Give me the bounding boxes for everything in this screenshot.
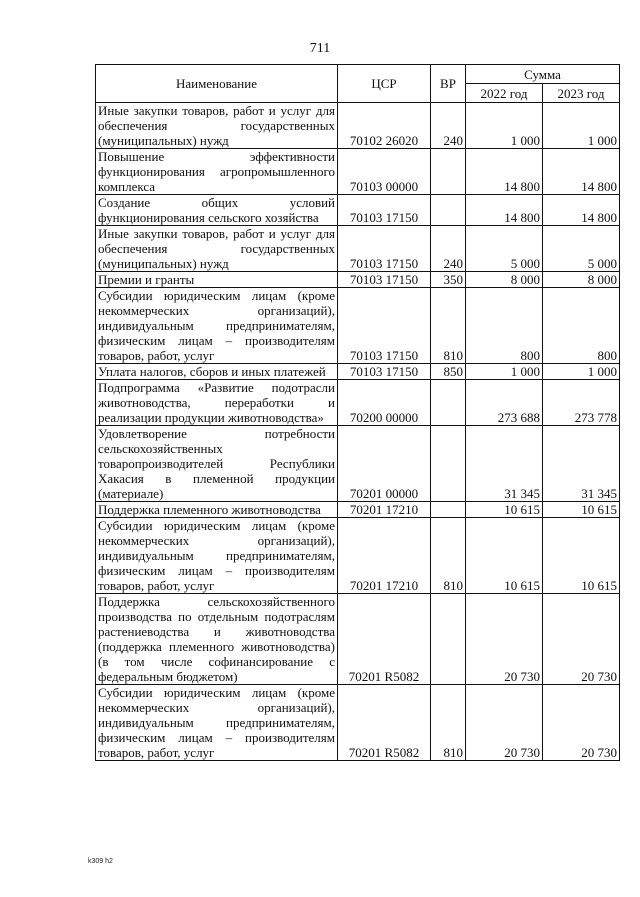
row-vr: 810 — [431, 685, 466, 761]
row-vr: 240 — [431, 103, 466, 149]
row-amount-2022: 10 615 — [466, 502, 543, 518]
row-name: Субсидии юридическим лицам (кроме некоммерческих организаций), индивидуальным предпринимателям, физическим лицам – производителям товаров, работ, услуг — [96, 288, 338, 364]
table-row — [96, 594, 620, 685]
row-name: Поддержка племенного животноводства — [96, 502, 338, 518]
row-name: Субсидии юридическим лицам (кроме некоммерческих организаций), индивидуальным предпринимателям, физическим лицам – производителям товаров, работ, услуг — [96, 518, 338, 594]
row-csr: 70201 17210 — [338, 518, 431, 594]
header-sum: Сумма — [466, 65, 620, 84]
row-amount-2023: 31 345 — [543, 426, 620, 502]
row-amount-2022: 800 — [466, 288, 543, 364]
row-amount-2022: 5 000 — [466, 226, 543, 272]
row-csr: 70102 26020 — [338, 103, 431, 149]
table-row — [96, 518, 620, 594]
row-amount-2022: 20 730 — [466, 685, 543, 761]
row-name: Субсидии юридическим лицам (кроме некоммерческих организаций), индивидуальным предпринимателям, физическим лицам – производителям товаров, работ, услуг — [96, 685, 338, 761]
row-csr: 70103 17150 — [338, 226, 431, 272]
table-row — [96, 426, 620, 502]
table-row — [96, 103, 620, 149]
row-amount-2023: 1 000 — [543, 364, 620, 380]
row-amount-2023: 273 778 — [543, 380, 620, 426]
budget-table — [95, 64, 620, 761]
row-amount-2023: 20 730 — [543, 685, 620, 761]
table-row — [96, 195, 620, 226]
row-vr — [431, 380, 466, 426]
row-name: Повышение эффективности функционирования агропромышленного комплекса — [96, 149, 338, 195]
row-csr: 70103 17150 — [338, 364, 431, 380]
row-vr — [431, 594, 466, 685]
row-amount-2023: 5 000 — [543, 226, 620, 272]
table-row — [96, 502, 620, 518]
row-vr — [431, 502, 466, 518]
header-vr: ВР — [431, 65, 466, 103]
row-csr: 70103 17150 — [338, 272, 431, 288]
row-csr: 70201 17210 — [338, 502, 431, 518]
row-amount-2023: 8 000 — [543, 272, 620, 288]
row-amount-2022: 1 000 — [466, 103, 543, 149]
row-amount-2022: 20 730 — [466, 594, 543, 685]
table-row — [96, 380, 620, 426]
row-amount-2022: 1 000 — [466, 364, 543, 380]
row-name: Поддержка сельскохозяйственного производства по отдельным подотраслям растениеводства и животноводства (поддержка племенного животноводства) (в том числе софинансирование с федеральным бюджетом) — [96, 594, 338, 685]
table-body — [96, 103, 620, 761]
row-name: Создание общих условий функционирования сельского хозяйства — [96, 195, 338, 226]
row-amount-2022: 31 345 — [466, 426, 543, 502]
row-csr: 70103 17150 — [338, 195, 431, 226]
row-csr: 70201 00000 — [338, 426, 431, 502]
row-name: Иные закупки товаров, работ и услуг для обеспечения государственных (муниципальных) нужд — [96, 103, 338, 149]
row-vr: 810 — [431, 518, 466, 594]
row-amount-2022: 8 000 — [466, 272, 543, 288]
row-vr — [431, 149, 466, 195]
row-amount-2023: 20 730 — [543, 594, 620, 685]
row-amount-2022: 273 688 — [466, 380, 543, 426]
row-csr: 70103 00000 — [338, 149, 431, 195]
row-name: Уплата налогов, сборов и иных платежей — [96, 364, 338, 380]
row-vr — [431, 195, 466, 226]
row-amount-2023: 14 800 — [543, 195, 620, 226]
footer-code: k309 h2 — [88, 858, 113, 865]
row-name: Иные закупки товаров, работ и услуг для обеспечения государственных (муниципальных) нужд — [96, 226, 338, 272]
row-csr: 70201 R5082 — [338, 685, 431, 761]
table-row — [96, 149, 620, 195]
row-amount-2022: 14 800 — [466, 195, 543, 226]
row-name: Премии и гранты — [96, 272, 338, 288]
row-amount-2023: 800 — [543, 288, 620, 364]
table-row — [96, 226, 620, 272]
header-name: Наименование — [96, 65, 338, 103]
row-amount-2023: 10 615 — [543, 502, 620, 518]
row-name: Подпрограмма «Развитие подотрасли животноводства, переработки и реализации продукции животноводства» — [96, 380, 338, 426]
row-amount-2023: 1 000 — [543, 103, 620, 149]
header-year-2022: 2022 год — [466, 84, 543, 103]
header-csr: ЦСР — [338, 65, 431, 103]
row-csr: 70201 R5082 — [338, 594, 431, 685]
table-row — [96, 272, 620, 288]
row-amount-2023: 10 615 — [543, 518, 620, 594]
row-vr: 810 — [431, 288, 466, 364]
row-csr: 70103 17150 — [338, 288, 431, 364]
page-number: 711 — [309, 41, 331, 56]
row-vr: 850 — [431, 364, 466, 380]
header-year-2023: 2023 год — [543, 84, 620, 103]
table-row — [96, 364, 620, 380]
row-vr: 240 — [431, 226, 466, 272]
row-name: Удовлетворение потребности сельскохозяйственных товаропроизводителей Республики Хакасия в племенной продукции (материале) — [96, 426, 338, 502]
row-amount-2022: 10 615 — [466, 518, 543, 594]
table-row — [96, 288, 620, 364]
row-amount-2023: 14 800 — [543, 149, 620, 195]
table-header — [96, 65, 620, 103]
table-row — [96, 685, 620, 761]
row-amount-2022: 14 800 — [466, 149, 543, 195]
row-vr: 350 — [431, 272, 466, 288]
row-csr: 70200 00000 — [338, 380, 431, 426]
row-vr — [431, 426, 466, 502]
